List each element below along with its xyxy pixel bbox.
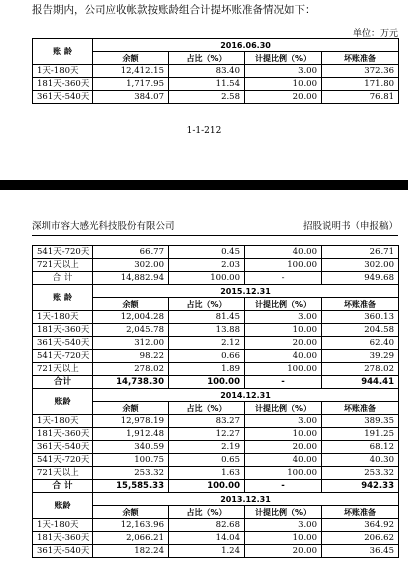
header-ratio: 占比（%） [169, 52, 245, 65]
header-aging: 账龄 [33, 493, 93, 519]
table-row: 1天-180天 12,978.19 83.27 3.00 389.35 [33, 415, 399, 428]
page-header [32, 217, 398, 236]
table-row: 1天-180天 12,004.28 81.45 3.00 360.13 [33, 311, 399, 324]
table-row: 721天以上 278.02 1.89 100.00 278.02 [33, 363, 399, 376]
table-row: 541天-720天 98.22 0.66 40.00 39.29 [33, 350, 399, 363]
total-row: 合 计 14,882.94 100.00 - 949.68 [33, 272, 399, 285]
unit-label: 单位：万元 [352, 29, 398, 39]
header-ratio: 占比（%） [169, 506, 245, 519]
header-aging: 账 龄 [33, 285, 93, 311]
header-rate: 计提比例（%） [245, 506, 322, 519]
table-row: 541天-720天 66.77 0.45 40.00 26.71 [33, 246, 399, 259]
period-header: 2013.12.31 [93, 493, 399, 506]
table-row: 181天-360天 2,066.21 14.04 10.00 206.62 [33, 532, 399, 545]
company-name: 深圳市容大感光科技股份有限公司 [32, 221, 175, 232]
table-row: 361天-540天 182.24 1.24 20.00 36.45 [33, 545, 399, 558]
table-row: 181天-360天 1,912.48 12.27 10.00 191.25 [33, 428, 399, 441]
table-row: 181天-360天 1,717.95 11.54 10.00 171.80 [33, 78, 399, 91]
period-header: 2015.12.31 [93, 285, 399, 298]
header-reserve: 坏账准备 [322, 402, 399, 415]
table-row: 1天-180天 12,412.15 83.40 3.00 372.36 [33, 65, 399, 78]
header-ratio: 占比（%） [169, 298, 245, 311]
header-amount: 余额 [93, 506, 169, 519]
header-amount: 余额 [93, 298, 169, 311]
table-row: 361天-540天 384.07 2.58 20.00 76.81 [33, 91, 399, 104]
header-amount: 余额 [93, 402, 169, 415]
total-row: 合 计 15,585.33 100.00 - 942.33 [33, 480, 399, 493]
table-row: 181天-360天 2,045.78 13.88 10.00 204.58 [33, 324, 399, 337]
aging-table-2016h1 [32, 38, 399, 104]
header-reserve: 坏账准备 [322, 298, 399, 311]
page-number: 1-1-212 [186, 126, 222, 136]
table-row: 721天以上 253.32 1.63 100.00 253.32 [33, 467, 399, 480]
header-aging: 账龄 [33, 389, 93, 415]
aging-table-continued [32, 245, 399, 558]
document-title: 招股说明书（申报稿） [302, 221, 398, 232]
table-row: 1天-180天 12,163.96 82.68 3.00 364.92 [33, 519, 399, 532]
table-row: 361天-540天 312.00 2.12 20.00 62.40 [33, 337, 399, 350]
header-ratio: 占比（%） [169, 402, 245, 415]
header-aging: 账 龄 [33, 39, 93, 65]
header-reserve: 坏账准备 [322, 52, 399, 65]
header-amount: 余额 [93, 52, 169, 65]
period-header: 2014.12.31 [93, 389, 399, 402]
period-header: 2016.06.30 [93, 39, 399, 52]
header-reserve: 坏账准备 [322, 506, 399, 519]
table-row: 361天-540天 340.59 2.19 20.00 68.12 [33, 441, 399, 454]
total-row: 合计 14,738.30 100.00 - 944.41 [33, 376, 399, 389]
header-rate: 计提比例（%） [245, 52, 322, 65]
table-row: 541天-720天 100.75 0.65 40.00 40.30 [33, 454, 399, 467]
intro-text: 报告期内，公司应收帐款按账龄组合计提坏账准备情况如下： [32, 4, 316, 16]
header-rate: 计提比例（%） [245, 402, 322, 415]
page-break-band [0, 180, 408, 190]
header-rate: 计提比例（%） [245, 298, 322, 311]
table-row: 721天以上 302.00 2.03 100.00 302.00 [33, 259, 399, 272]
